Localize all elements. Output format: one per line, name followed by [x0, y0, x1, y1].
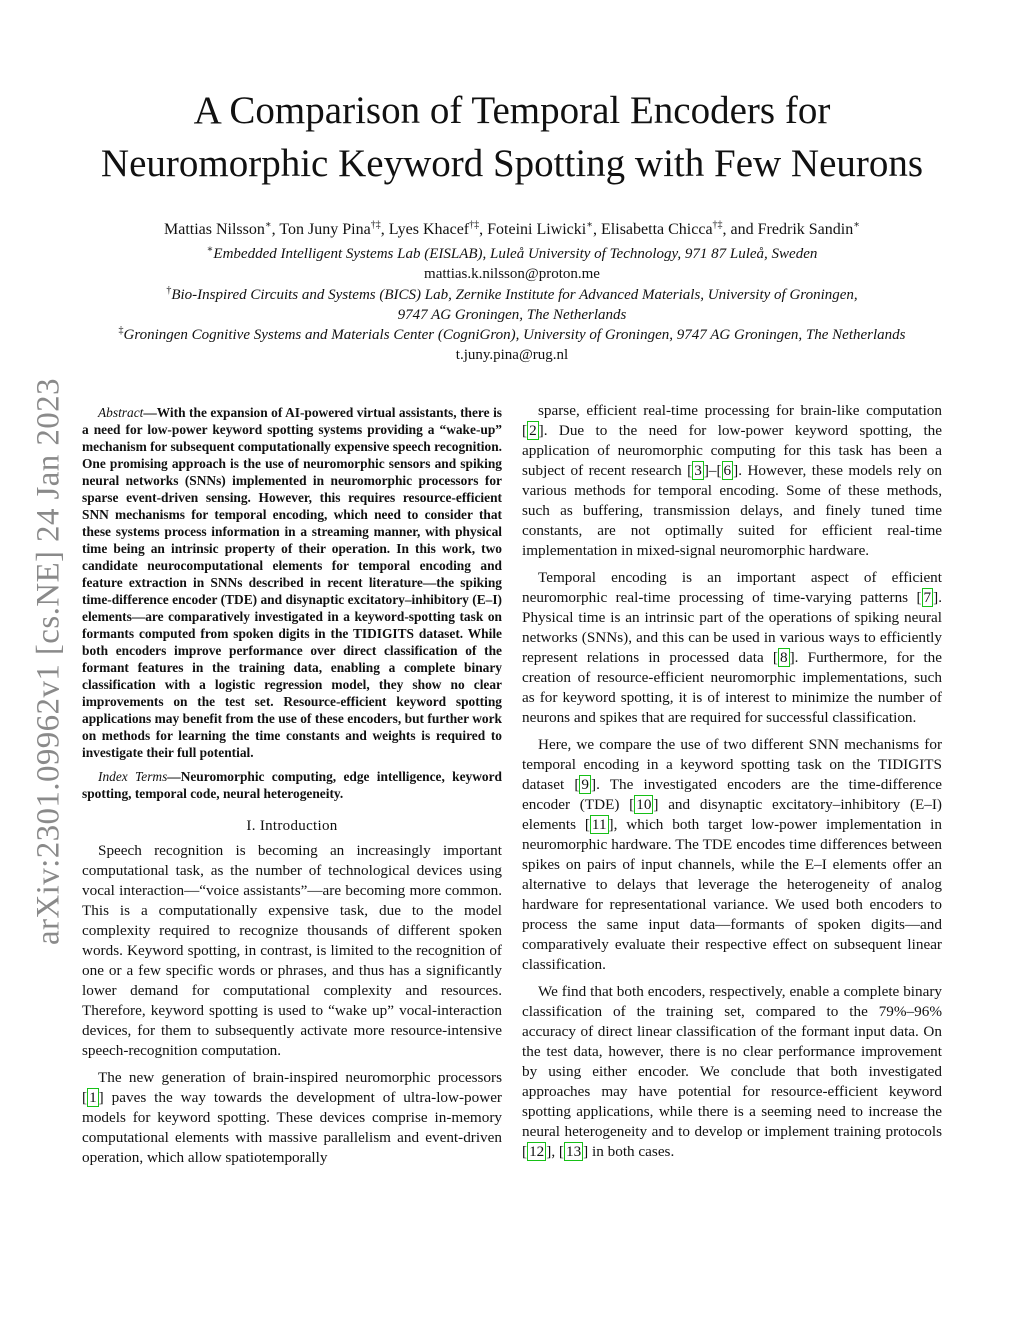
- affiliation-eislab: ∗Embedded Intelligent Systems Lab (EISLAB), Luleå University of Technology, 971 87 Luleå, Sweden mattias.k.nilsson@proton.me: [30, 244, 994, 284]
- paragraph: We find that both encoders, respectively, enable a complete binary classification of the training set, compared to the 79%–96% accuracy of direct linear classification of the formant input data. On the test data, however, there is no clear performance improvement by using either encoder. We conclude that both investigated approaches may have potential for resource-efficient keyword spotting applications, while there is a seeming need to increase the neural heterogeneity and to develop or implement training protocols [ 12 ], [ 13 ] in both cases.: [522, 983, 942, 1160]
- author: Mattias Nilsson∗: [163, 219, 272, 238]
- index-terms: Index Terms—Neuromorphic computing, edge intelligence, keyword spotting, temporal code, neural heterogeneity.: [82, 769, 502, 801]
- citation-link[interactable]: 1: [89, 1089, 97, 1106]
- author-email: mattias.k.nilsson@proton.me: [424, 266, 600, 282]
- paragraph: Speech recognition is becoming an increasingly important computational task, as the number of technological devices using vocal interaction—“voice assistants”—are becoming more common. This is a computationally expensive task, due to the model complexity required to recognize thousands of different spoken words. Keyword spotting, in contrast, is limited to the recognition of one or a few specific words or phrases, and thus has a significantly lower demand for computational complexity and resources. Therefore, keyword spotting is used to “wake up” vocal-interaction devices, for them to subsequently activate more resource-intensive speech-recognition computation.: [82, 842, 502, 1059]
- citation-link[interactable]: 10: [636, 796, 652, 813]
- citation-link[interactable]: 11: [591, 816, 607, 833]
- author: Ton Juny Pina†‡: [279, 219, 381, 238]
- affiliation-bics: †Bio-Inspired Circuits and Systems (BICS) Lab, Zernike Institute for Advanced Materials, University of Groningen, 9747 AG Groningen, The Netherlands: [166, 285, 858, 323]
- citation-link[interactable]: 2: [529, 422, 537, 439]
- author: Elisabetta Chicca†‡: [601, 219, 723, 238]
- author: Fredrik Sandin∗: [757, 219, 860, 238]
- paragraph: Temporal encoding is an important aspect of efficient neuromorphic real-time processing of time-varying patterns [ 7 ]. Physical time is an intrinsic part of the operations of spiking neural networks (SNNs), and this can be used in various ways to efficiently represent relations in processed data [ 8 ]. Furthermore, for the creation of resource-efficient neuromorphic implementations, such as for keyword spotting, it is of interest to minimize the number of neurons and spikes that are required for successful classification.: [522, 569, 942, 726]
- author: Foteini Liwicki∗: [487, 219, 594, 238]
- title-line-2: Neuromorphic Keyword Spotting with Few Neurons: [100, 142, 924, 185]
- citation-link[interactable]: 3: [694, 462, 702, 479]
- citation-link[interactable]: 9: [581, 776, 589, 793]
- left-column: [82, 404, 502, 1168]
- right-column: [522, 401, 942, 1162]
- citation-link[interactable]: 12: [529, 1143, 545, 1160]
- abstract: Abstract—With the expansion of AI-powered virtual assistants, there is a need for low-power keyword spotting systems providing a “wake-up” mechanism for subsequent computationally expensive speech recognition. One promising approach is the use of neuromorphic sensors and spiking neural networks (SNNs) implemented in neuromorphic processors for sparse event-driven sensing. However, this requires resource-efficient SNN mechanisms for temporal encoding, which need to consider that these systems process information in a streaming manner, with physical time being an intrinsic property of their operation. In this work, two candidate neurocomputational elements for temporal encoding and feature extraction in SNNs described in recent literature—the spiking time-difference encoder (TDE) and disynaptic excitatory–inhibitory (E–I) elements—are comparatively investigated in a keyword-spotting task on formants computed from spoken digits in the TIDIGITS dataset. While both encoders improve performance over direct classification of the formant features in the training data, enabling a complete binary classification with a logistic regression model, they show no clear improvements on the test set. Resource-efficient keyword spotting applications may benefit from the use of these encoders, but further work on methods for learning the time constants and weights is required to investigate their full potential.: [82, 405, 502, 760]
- section-heading: I. Introduction: [246, 818, 338, 834]
- citation-link[interactable]: 13: [565, 1143, 582, 1160]
- intro-right-body: [522, 401, 942, 1162]
- paper-title: [60, 84, 964, 190]
- paragraph: sparse, efficient real-time processing for brain-like computation [ 2 ]. Due to the need for low-power keyword spotting, the application of neuromorphic computing for this task has been a subject of recent research [ 3 ]–[ 6 ]. However, these models rely on various methods for temporal encoding. Some of these methods, such as buffering, transmission delays, and finely tuned time constants, are not optimally suited for efficient real-time implementation in mixed-signal neuromorphic hardware.: [522, 402, 942, 559]
- citation-link[interactable]: 6: [723, 462, 732, 479]
- intro-left-body: [82, 841, 502, 1168]
- paragraph: Here, we compare the use of two different SNN mechanisms for temporal encoding in a keyword spotting task on the TIDIGITS dataset [ 9 ]. The investigated encoders are the time-difference encoder (TDE) [ 10 ] and disynaptic excitatory–inhibitory (E–I) elements [ 11 ], which both target low-power implementation in neuromorphic hardware. The TDE encodes time differences between spikes on pairs of input channels, while the E–I elements offer an alternative to delays that leverage the heterogeneity of analog hardware for representational variance. We used both encoders to process the same input data—formants of spoken digits—and comparatively evaluate their respective effect on subsequent linear classification.: [522, 736, 942, 973]
- citation-link[interactable]: 8: [779, 649, 788, 666]
- author-email: t.juny.pina@rug.nl: [455, 347, 569, 363]
- citation-link[interactable]: 7: [923, 589, 932, 606]
- arxiv-stamp: arXiv:2301.09962v1 [cs.NE] 24 Jan 2023: [30, 378, 67, 946]
- author: Lyes Khacef†‡: [388, 219, 480, 238]
- paragraph: The new generation of brain-inspired neuromorphic processors [ 1 ] paves the way towards the development of ultra-low-power models for keyword spotting. These devices comprise in-memory computational elements with massive parallelism and event-driven operation, which allow spatiotemporally: [82, 1069, 502, 1166]
- title-line-1: A Comparison of Temporal Encoders for: [193, 89, 831, 132]
- author-list: Mattias Nilsson∗, Ton Juny Pina†‡, Lyes Khacef†‡, Foteini Liwicki∗, Elisabetta Chicca†‡, and Fredrik Sandin∗: [163, 219, 860, 238]
- affiliation-cognigron: ‡Groningen Cognitive Systems and Materials Center (CogniGron), University of Groningen, 9747 AG Groningen, The Netherlands t.juny.pina@rug.nl: [30, 325, 994, 365]
